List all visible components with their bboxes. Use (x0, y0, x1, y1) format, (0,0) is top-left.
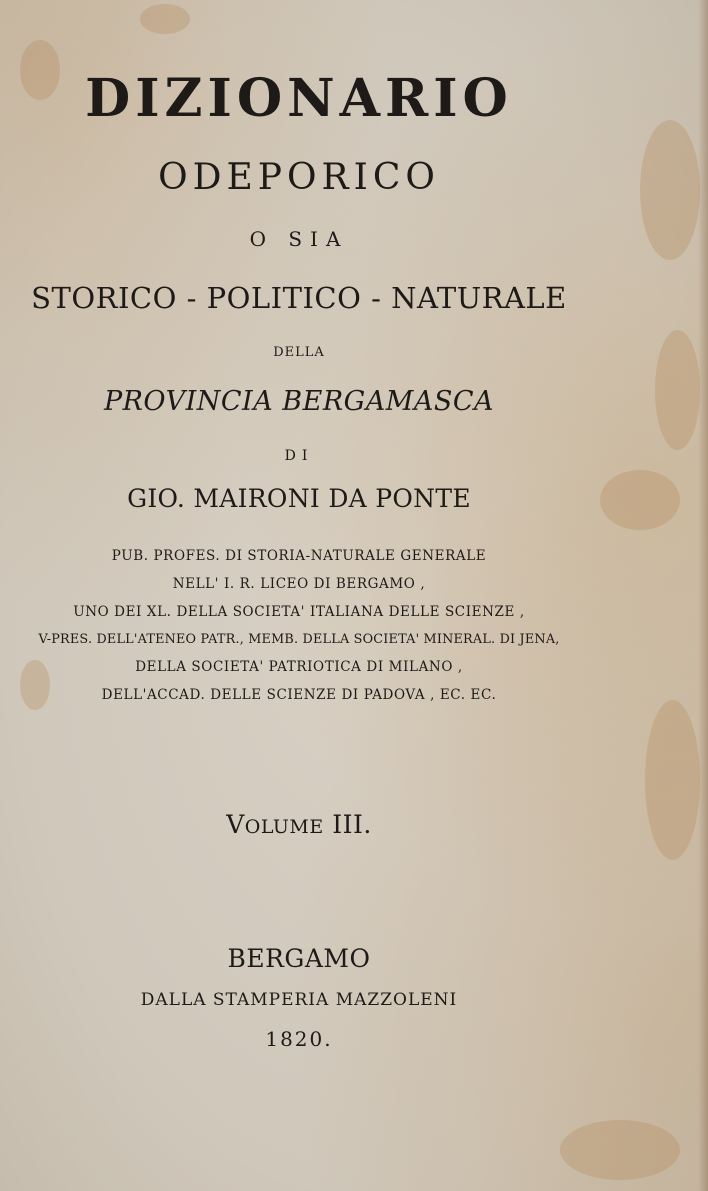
page-edge-shadow (698, 0, 708, 1191)
imprint-city: BERGAMO (227, 944, 371, 973)
imprint-printer: DALLA STAMPERIA MAZZOLENI (140, 990, 458, 1010)
author-credential: DELL'ACCAD. DELLE SCIENZE DI PADOVA , EC. EC. (101, 687, 497, 703)
title-by: DI (284, 448, 314, 464)
foxing-stain (655, 330, 700, 450)
volume-number: III. (332, 810, 372, 839)
volume-initial: V (226, 810, 245, 839)
foxing-stain (140, 4, 190, 34)
book-title: DIZIONARIO (85, 68, 513, 129)
title-of: DELLA (273, 345, 325, 360)
book-subtitle: ODEPORICO (158, 157, 440, 198)
author-credential: PUB. PROFES. DI STORIA-NATURALE GENERALE (111, 548, 487, 564)
author-credential: NELL' I. R. LICEO DI BERGAMO , (172, 576, 426, 592)
book-subject: STORICO - POLITICO - NATURALE (31, 281, 567, 315)
title-connector: O SIA (249, 227, 349, 251)
volume-label (0, 810, 653, 839)
author-credential: V-PRES. DELL'ATENEO PATR., MEMB. DELLA SOCIETA' MINERAL. DI JENA, (38, 632, 560, 647)
author-name: GIO. MAIRONI DA PONTE (127, 484, 471, 513)
book-region: PROVINCIA BERGAMASCA (103, 386, 495, 417)
volume-word: OLUME (244, 816, 324, 838)
imprint-year: 1820. (265, 1027, 333, 1051)
foxing-stain (645, 700, 700, 860)
author-credential: UNO DEI XL. DELLA SOCIETA' ITALIANA DELLE SCIENZE , (73, 604, 525, 620)
author-credential: DELLA SOCIETA' PATRIOTICA DI MILANO , (135, 659, 463, 675)
foxing-stain (560, 1120, 680, 1180)
